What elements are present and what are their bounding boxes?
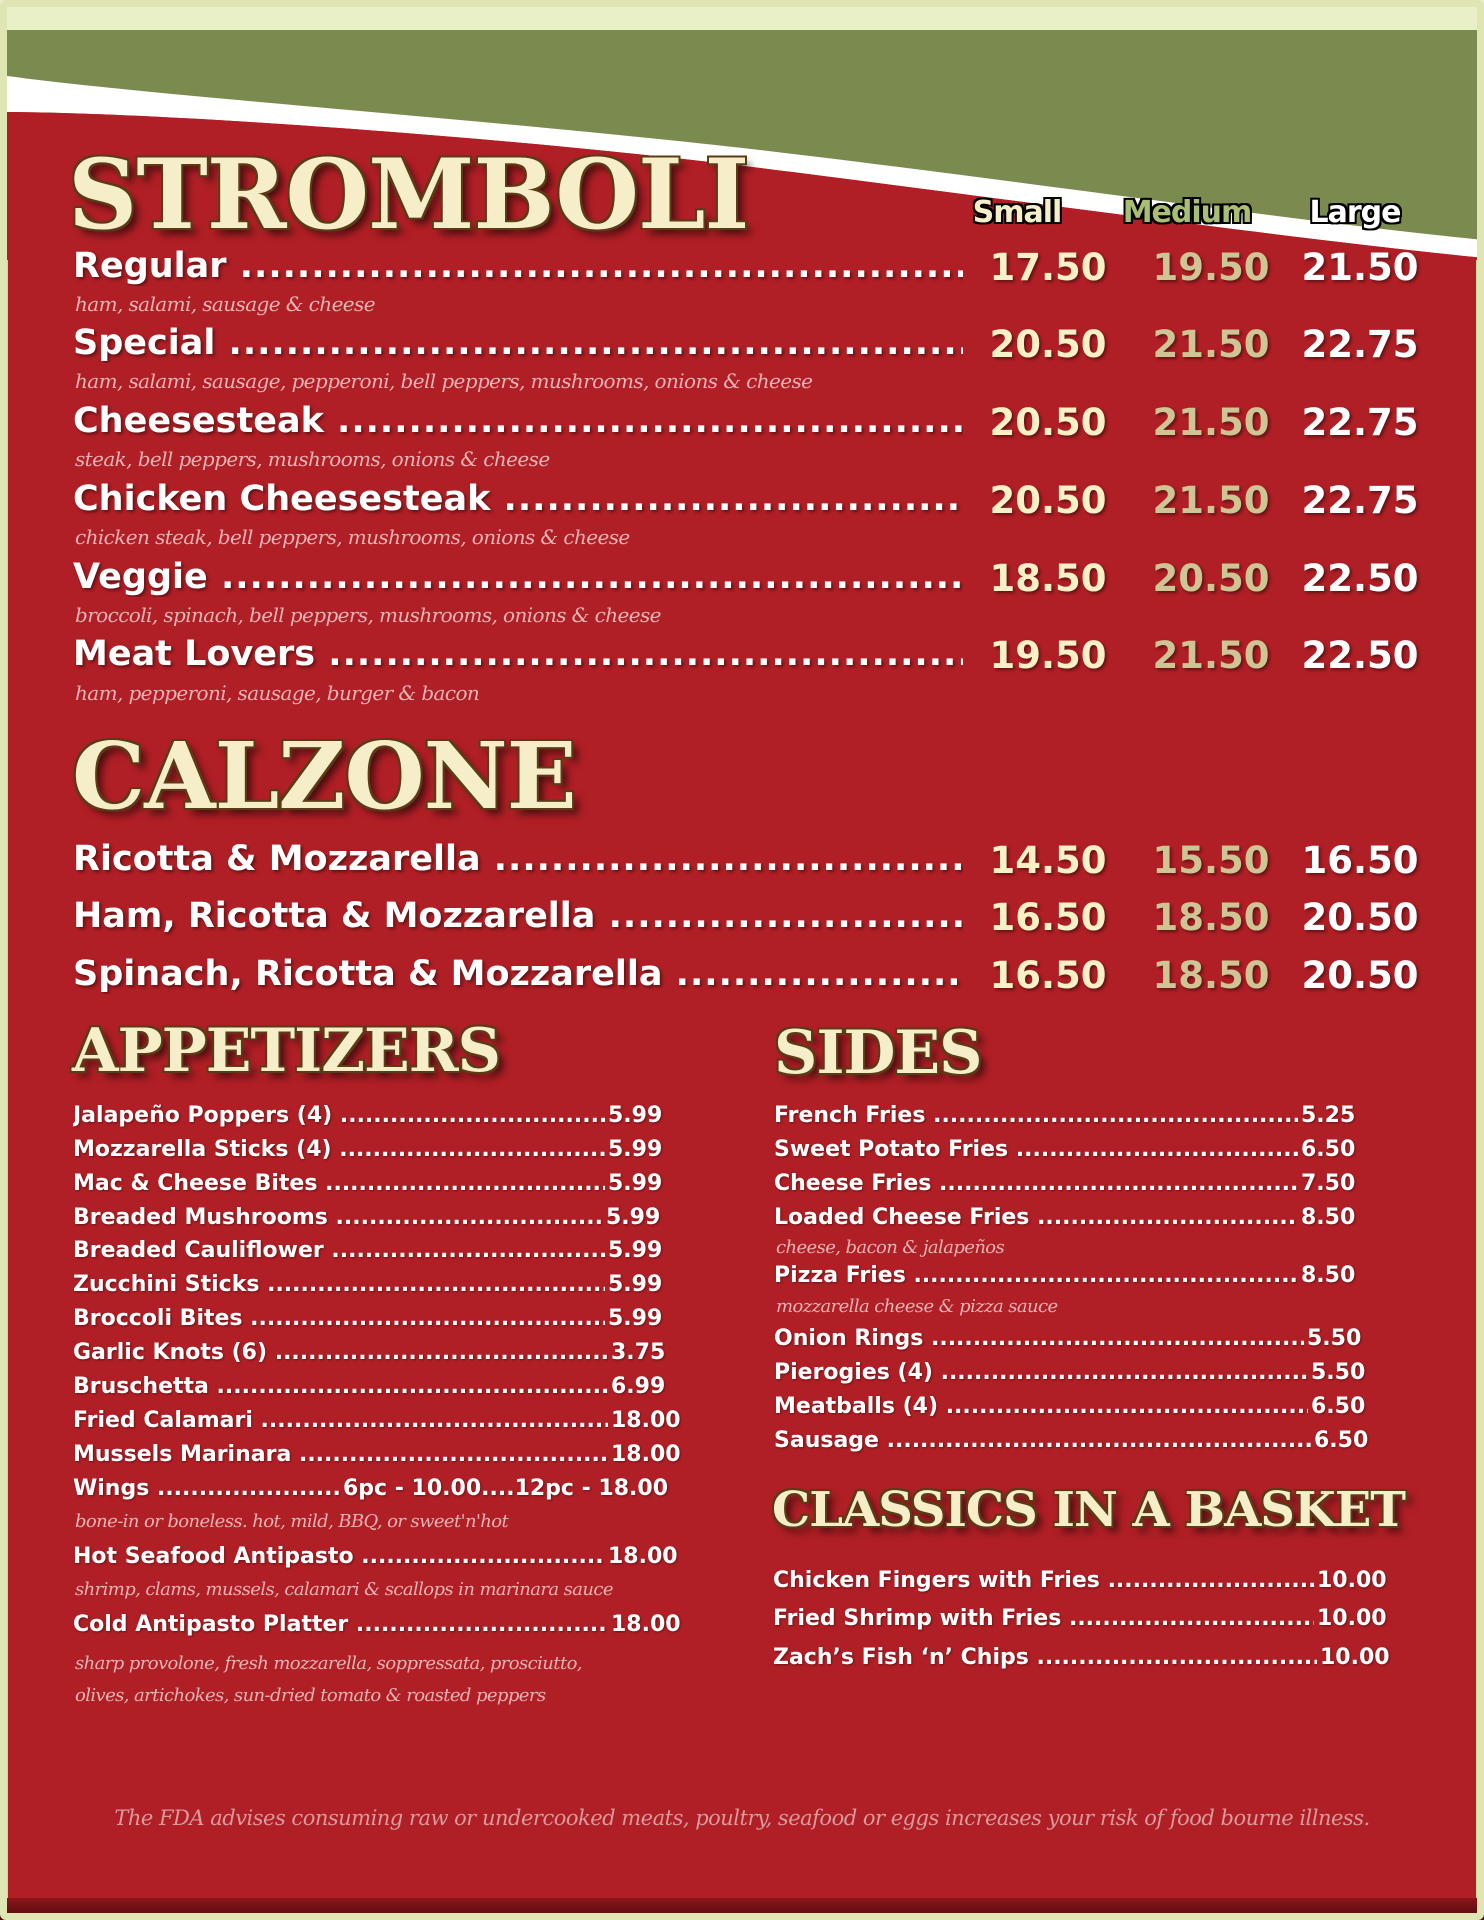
item-name: Fried Calamari ..... xyxy=(73,1408,608,1436)
price-large: 22.75 xyxy=(1301,323,1419,366)
item-price: 18.00 xyxy=(611,1408,681,1433)
menu-item-row xyxy=(73,401,1419,444)
price-small: 17.50 xyxy=(989,246,1107,289)
price-large: 20.50 xyxy=(1301,896,1419,939)
stromboli-heading: STROMBOLI xyxy=(68,138,749,251)
classic-row xyxy=(773,1568,1413,1596)
price-small: 14.50 xyxy=(989,839,1107,882)
bottom-border xyxy=(0,1898,1484,1920)
item-name: Veggie ..... xyxy=(73,557,963,597)
appetizer-row xyxy=(73,1137,693,1165)
item-name: Spinach, Ricotta & Mozzarella ..... xyxy=(73,954,963,994)
item-price: 6.50 xyxy=(1301,1137,1356,1162)
appetizer-row xyxy=(73,1442,693,1470)
price-large: 22.50 xyxy=(1301,634,1419,677)
price-medium: 21.50 xyxy=(1152,634,1270,677)
price-small: 19.50 xyxy=(989,634,1107,677)
item-description: cheese, bacon & jalapeños xyxy=(776,1237,1005,1258)
side-row xyxy=(774,1428,1394,1456)
item-price: 18.00 xyxy=(611,1612,681,1637)
item-price: 5.99 xyxy=(608,1103,663,1128)
item-price: 6.50 xyxy=(1314,1428,1369,1453)
price-small: 20.50 xyxy=(989,323,1107,366)
item-name: Regular ..... xyxy=(73,246,963,286)
price-medium: 19.50 xyxy=(1152,246,1270,289)
price-medium: 21.50 xyxy=(1152,401,1270,444)
item-name: Mussels Marinara ..... xyxy=(73,1442,608,1470)
appetizer-row xyxy=(73,1340,693,1368)
appetizer-row xyxy=(73,1544,693,1572)
item-price: 10.00 xyxy=(1317,1568,1387,1593)
item-name: Cheese Fries ..... xyxy=(774,1171,1298,1199)
item-name: Fried Shrimp with Fries ..... xyxy=(773,1606,1314,1634)
item-description: chicken steak, bell peppers, mushrooms, onions & cheese xyxy=(75,525,630,549)
item-name: Meat Lovers ..... xyxy=(73,634,963,674)
item-price: 5.25 xyxy=(1301,1103,1356,1128)
side-row xyxy=(774,1103,1394,1131)
item-price: 6.99 xyxy=(611,1374,666,1399)
item-name: Zucchini Sticks ..... xyxy=(73,1272,605,1300)
item-price: 5.99 xyxy=(608,1306,663,1331)
item-name: Pierogies (4) ..... xyxy=(774,1360,1308,1388)
classic-row xyxy=(773,1606,1413,1634)
price-medium: 21.50 xyxy=(1152,323,1270,366)
price-medium: 18.50 xyxy=(1152,954,1270,997)
item-description: mozzarella cheese & pizza sauce xyxy=(776,1296,1058,1317)
item-name: Loaded Cheese Fries ..... xyxy=(774,1205,1298,1233)
side-row xyxy=(774,1326,1394,1354)
item-name: Bruschetta ..... xyxy=(73,1374,608,1402)
appetizer-row xyxy=(73,1476,693,1504)
item-name: Wings ..... xyxy=(73,1476,341,1504)
price-large: 22.75 xyxy=(1301,479,1419,522)
item-name: Hot Seafood Antipasto ..... xyxy=(73,1544,605,1572)
item-name: Cheesesteak ..... xyxy=(73,401,963,441)
item-price: 10.00 xyxy=(1317,1606,1387,1631)
appetizer-row xyxy=(73,1612,693,1640)
price-large: 16.50 xyxy=(1301,839,1419,882)
menu-item-row xyxy=(73,954,1419,997)
item-description: steak, bell peppers, mushrooms, onions & cheese xyxy=(75,447,550,471)
item-name: Chicken Fingers with Fries ..... xyxy=(773,1568,1314,1596)
item-description: bone-in or boneless. hot, mild, BBQ, or sweet'n'hot xyxy=(75,1511,509,1532)
item-name: Meatballs (4) ..... xyxy=(774,1394,1308,1422)
item-name: French Fries ..... xyxy=(774,1103,1298,1131)
classics-heading: CLASSICS IN A BASKET xyxy=(772,1482,1405,1538)
item-price: 5.99 xyxy=(608,1238,663,1263)
item-name: Sweet Potato Fries ..... xyxy=(774,1137,1298,1165)
price-medium: 15.50 xyxy=(1152,839,1270,882)
price-small: 16.50 xyxy=(989,896,1107,939)
price-large: 20.50 xyxy=(1301,954,1419,997)
item-name: Sausage ..... xyxy=(774,1428,1311,1456)
price-large: 22.75 xyxy=(1301,401,1419,444)
item-name: Jalapeño Poppers (4) ..... xyxy=(73,1103,605,1131)
item-description: shrimp, clams, mussels, calamari & scallops in marinara sauce xyxy=(75,1579,613,1600)
item-name: Breaded Mushrooms ..... xyxy=(73,1205,603,1233)
item-price: 5.99 xyxy=(608,1171,663,1196)
item-description: ham, pepperoni, sausage, burger & bacon xyxy=(75,681,480,705)
price-small: 20.50 xyxy=(989,401,1107,444)
item-price: 3.75 xyxy=(611,1340,666,1365)
item-description: olives, artichokes, sun-dried tomato & roasted peppers xyxy=(75,1685,546,1706)
price-medium: 20.50 xyxy=(1152,557,1270,600)
price-small: 18.50 xyxy=(989,557,1107,600)
size-small-header: Small xyxy=(972,195,1062,230)
item-name: Broccoli Bites ..... xyxy=(73,1306,605,1334)
item-name: Ham, Ricotta & Mozzarella ..... xyxy=(73,896,963,936)
appetizer-row xyxy=(73,1272,693,1300)
item-price: 5.99 xyxy=(608,1272,663,1297)
appetizer-row xyxy=(73,1238,693,1266)
item-price: 8.50 xyxy=(1301,1263,1356,1288)
side-row xyxy=(774,1137,1394,1165)
item-price: 5.50 xyxy=(1311,1360,1366,1385)
item-price: 7.50 xyxy=(1301,1171,1356,1196)
menu-item-row xyxy=(73,557,1419,600)
price-medium: 21.50 xyxy=(1152,479,1270,522)
item-name: Special ..... xyxy=(73,323,963,363)
item-price: 18.00 xyxy=(608,1544,678,1569)
item-price: 5.50 xyxy=(1307,1326,1362,1351)
item-description: sharp provolone, fresh mozzarella, soppressata, prosciutto, xyxy=(75,1653,582,1674)
item-name: Breaded Cauliflower ..... xyxy=(73,1238,605,1266)
appetizers-heading: APPETIZERS xyxy=(72,1016,500,1086)
item-name: Zach’s Fish ‘n’ Chips ..... xyxy=(773,1645,1317,1673)
item-description: broccoli, spinach, bell peppers, mushrooms, onions & cheese xyxy=(75,603,661,627)
item-price: 18.00 xyxy=(611,1442,681,1467)
item-description: ham, salami, sausage & cheese xyxy=(75,292,375,316)
appetizer-row xyxy=(73,1205,693,1233)
price-medium: 18.50 xyxy=(1152,896,1270,939)
side-row xyxy=(774,1360,1394,1388)
item-price: 6.50 xyxy=(1311,1394,1366,1419)
appetizer-row xyxy=(73,1408,693,1436)
item-name: Pizza Fries ..... xyxy=(774,1263,1298,1291)
item-price: 5.99 xyxy=(608,1137,663,1162)
appetizer-row xyxy=(73,1306,693,1334)
menu-item-row xyxy=(73,479,1419,522)
item-name: Mac & Cheese Bites ..... xyxy=(73,1171,605,1199)
side-row xyxy=(774,1263,1394,1291)
side-row xyxy=(774,1171,1394,1199)
menu-item-row xyxy=(73,634,1419,677)
menu-item-row xyxy=(73,839,1419,882)
appetizer-row xyxy=(73,1171,693,1199)
item-price: 10.00 xyxy=(1320,1645,1390,1670)
calzone-heading: CALZONE xyxy=(72,722,576,830)
price-large: 21.50 xyxy=(1301,246,1419,289)
item-name: Mozzarella Sticks (4) ..... xyxy=(73,1137,605,1165)
side-row xyxy=(774,1394,1394,1422)
item-name: Chicken Cheesesteak ..... xyxy=(73,479,963,519)
price-large: 22.50 xyxy=(1301,557,1419,600)
item-price: 5.99 xyxy=(606,1205,661,1230)
appetizer-row xyxy=(73,1103,693,1131)
price-small: 16.50 xyxy=(989,954,1107,997)
item-name: Ricotta & Mozzarella ..... xyxy=(73,839,963,879)
appetizer-row xyxy=(73,1374,693,1402)
classic-row xyxy=(773,1645,1413,1673)
size-large-header: Large xyxy=(1309,195,1401,230)
sides-heading: SIDES xyxy=(774,1018,982,1088)
item-price: 6pc - 10.00....12pc - 18.00 xyxy=(343,1476,669,1501)
item-description: ham, salami, sausage, pepperoni, bell peppers, mushrooms, onions & cheese xyxy=(75,369,813,393)
item-price: 8.50 xyxy=(1301,1205,1356,1230)
item-name: Garlic Knots (6) ..... xyxy=(73,1340,608,1368)
menu-item-row xyxy=(73,323,1419,366)
price-small: 20.50 xyxy=(989,479,1107,522)
menu-item-row xyxy=(73,896,1419,939)
item-name: Cold Antipasto Platter ..... xyxy=(73,1612,608,1640)
side-row xyxy=(774,1205,1394,1233)
size-medium-header: Medium xyxy=(1122,195,1252,230)
item-name: Onion Rings ..... xyxy=(774,1326,1304,1354)
menu-item-row xyxy=(73,246,1419,289)
fda-disclaimer: The FDA advises consuming raw or undercooked meats, poultry, seafood or eggs increases your risk of food bourne illness. xyxy=(114,1806,1370,1830)
